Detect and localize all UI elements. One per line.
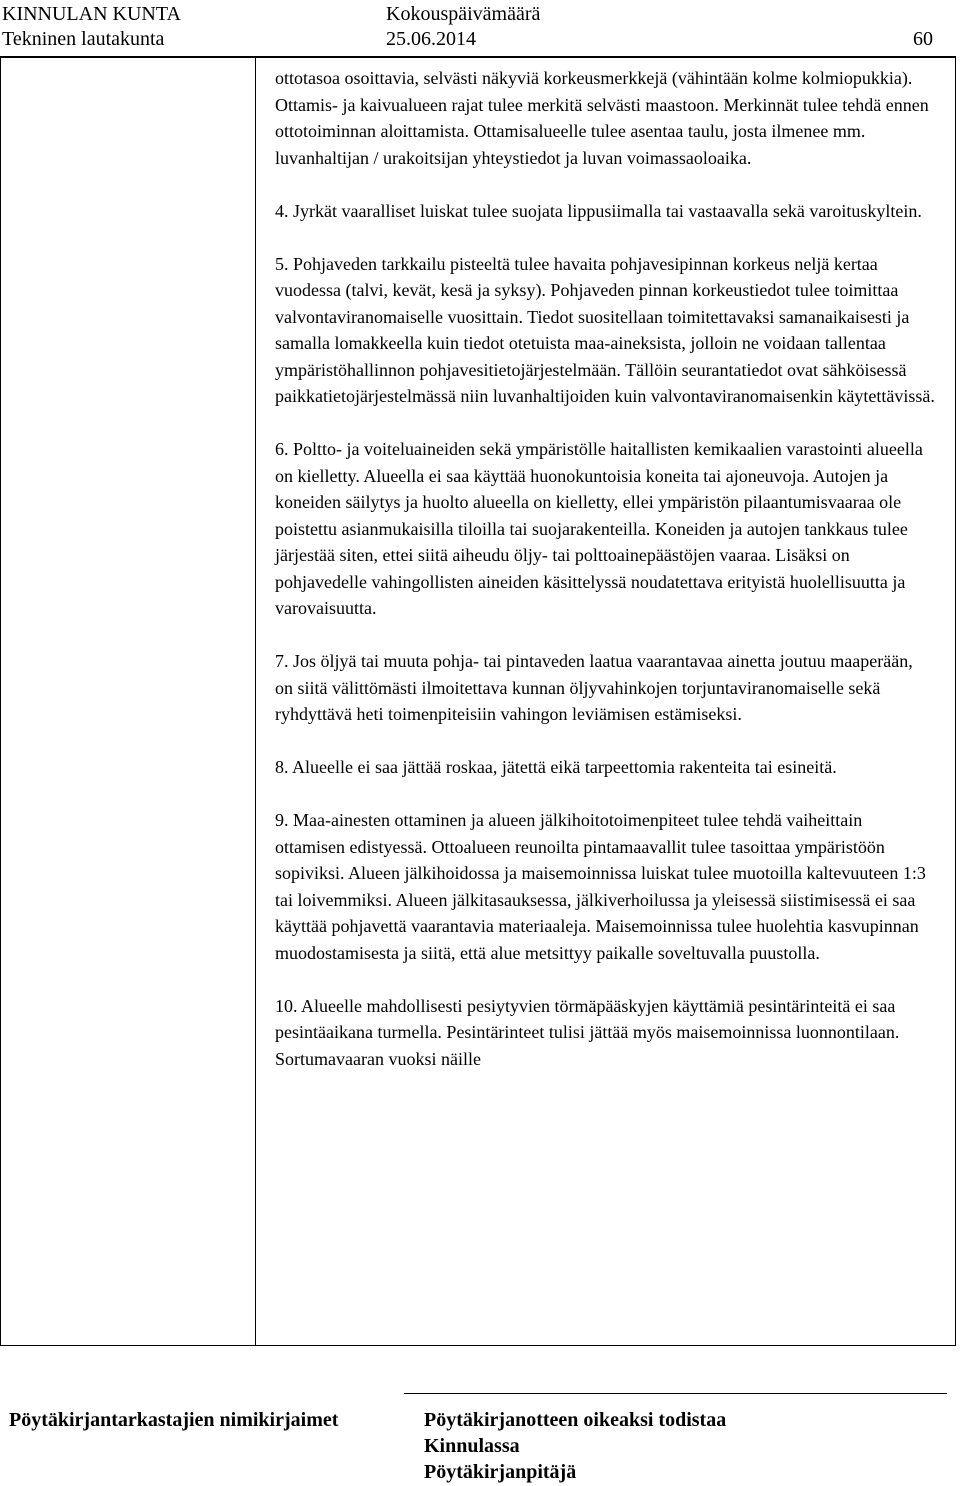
paragraph-item-8: 8. Alueelle ei saa jättää roskaa, jätettä eikä tarpeettomia rakenteita tai esineitä. bbox=[275, 757, 837, 777]
organization-name: KINNULAN KUNTA bbox=[2, 3, 181, 25]
board-name: Tekninen lautakunta bbox=[2, 28, 165, 50]
column-divider bbox=[255, 56, 256, 1346]
paragraph-item-10: 10. Alueelle mahdollisesti pesiytyvien törmäpääskyjen käyttämiä pesintärinteitä ei saa pesintäaikana turmella. Pesintärinteet tulisi jättää myös maisemoinnissa luonnontilaan. Sortumavaaran vuoksi näille bbox=[275, 995, 900, 1069]
certification-statement: Pöytäkirjanotteen oikeaksi todistaa bbox=[424, 1409, 727, 1431]
meeting-date-label: Kokouspäivämäärä bbox=[386, 3, 541, 25]
footer-divider bbox=[404, 1393, 947, 1394]
paragraph-item-6: 6. Poltto- ja voiteluaineiden sekä ympäristölle haitallisten kemikaalien varastointi alueella on kielletty. Alueella ei saa käyttää huonokuntoisia koneita tai ajoneuvoja. Autojen ja koneiden säilytys ja huolto alueella on kielletty, ellei ympäristön pilaantumisvaaraa ole poistettu asianmukaisilla tiloilla tai suojarakenteilla. Koneiden ja autojen tankkaus tulee järjestää siten, ettei siitä aiheudu öljy- tai polttoainepäästöjen vaaraa. Lisäksi on pohjavedelle vahingollisten aineiden käsittelyssä noudatettava erityistä huolellisuutta ja varovaisuutta. bbox=[275, 439, 923, 618]
certification-place: Kinnulassa bbox=[424, 1435, 520, 1457]
meeting-date: 25.06.2014 bbox=[386, 28, 476, 50]
minutes-keeper-label: Pöytäkirjanpitäjä bbox=[424, 1461, 577, 1483]
signature-initials-label: Pöytäkirjantarkastajien nimikirjaimet bbox=[9, 1409, 339, 1431]
paragraph-item-9: 9. Maa-ainesten ottaminen ja alueen jälkihoitotoimenpiteet tulee tehdä vaiheittain ottamisen edistyessä. Ottoalueen reunoilta pintamaavallit tulee tasoittaa ympäristöön sopiviksi. Alueen jälkihoidossa ja maisemoinnissa luiskat tulee muotoilla kaltevuuteen 1:3 tai loivemmiksi. Alueen jälkitasauksessa, jälkiverhoilussa ja yleisessä siistimisessä ei saa käyttää pohjavettä vaarantavia materiaaleja. Maisemoinnissa tulee huolehtia kasvupinnan muodostamisesta ja siitä, että alue metsittyy paikalle soveltuvalla puustolla. bbox=[275, 810, 926, 963]
paragraph-item-7: 7. Jos öljyä tai muuta pohja- tai pintaveden laatua vaarantavaa ainetta joutuu maaperään, on siitä välittömästi ilmoitettava kunnan öljyvahinkojen torjuntaviranomaiselle sekä ryhdyttävä heti toimenpiteisiin vahingon leviämisen estämiseksi. bbox=[275, 651, 913, 724]
paragraph-item-4: 4. Jyrkät vaaralliset luiskat tulee suojata lippusiimalla tai vastaavalla sekä varoituskyltein. bbox=[275, 200, 922, 221]
page-number: 60 bbox=[913, 28, 933, 50]
paragraph-item-5: 5. Pohjaveden tarkkailu pisteeltä tulee havaita pohjavesipinnan korkeus neljä kertaa vuodessa (talvi, kevät, kesä ja syksy). Pohjaveden pinnan korkeustiedot tulee toimittaa valvontaviranomaiselle vuosittain. Tiedot suositellaan toimitettavaksi samanaikaisesti ja samalla lomakkeella kuin tiedot otetuista maa-aineksista, jolloin ne voidaan tallentaa ympäristöhallinnon pohjavesitietojärjestelmään. Tällöin seurantatiedot ovat sähköisessä paikkatietojärjestelmässä niin luvanhaltijoiden kuin valvontaviranomaisenkin käytettävissä. bbox=[275, 253, 935, 406]
paragraph-continuation: ottotasoa osoittavia, selvästi näkyviä korkeusmerkkejä (vähintään kolme kolmiopukkia). Ottamis- ja kaivualueen rajat tulee merkitä selvästi maastoon. Merkinnät tulee tehdä ennen ottotoiminnan aloittamista. Ottamisalueelle tulee asentaa taulu, josta ilmenee mm. luvanhaltijan / urakoitsijan yhteystiedot ja luvan voimassaoloaika. bbox=[275, 68, 929, 168]
document-body bbox=[275, 65, 935, 1099]
